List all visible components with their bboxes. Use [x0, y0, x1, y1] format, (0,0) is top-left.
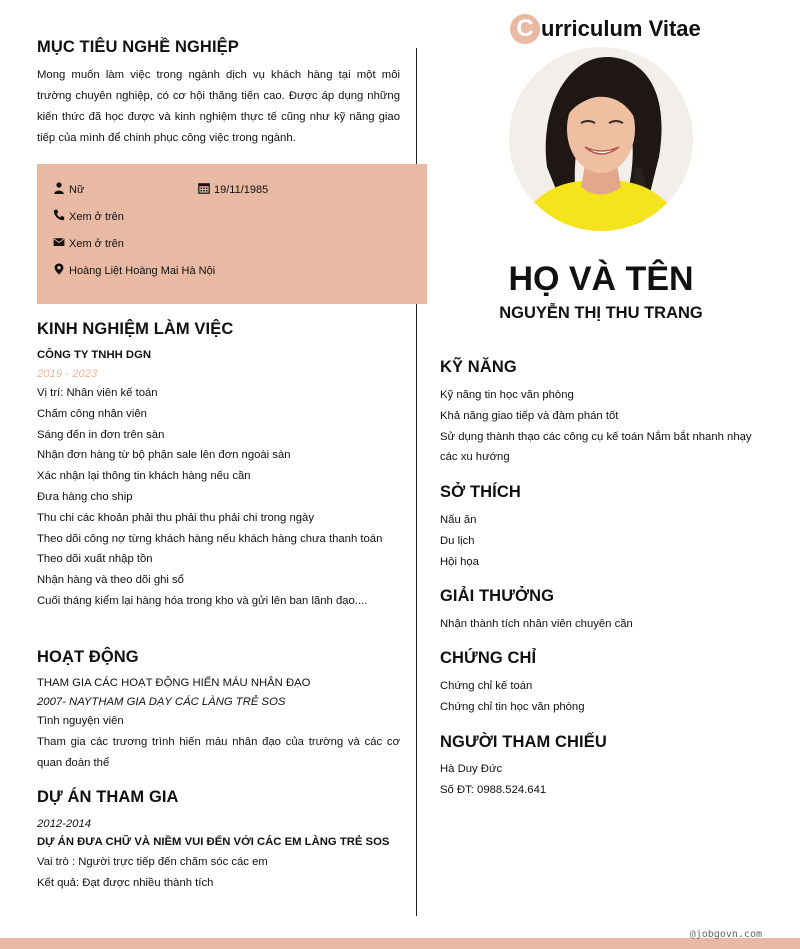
- project-result: Kết quả: Đạt được nhiều thành tích: [37, 877, 214, 889]
- footer-bar: [0, 938, 800, 949]
- list-item: Thu chi các khoản phải thu phải thu phải chi trong ngày: [37, 511, 314, 524]
- references-heading: NGƯỜI THAM CHIẾU: [440, 733, 607, 751]
- list-item: Hà Duy Đức: [440, 763, 503, 775]
- awards-heading: GIẢI THƯỞNG: [440, 587, 555, 605]
- full-name: NGUYỄN THỊ THU TRANG: [499, 304, 703, 322]
- list-item: Cuối tháng kiểm lại hàng hóa trong kho và gửi lên ban lãnh đạo....: [37, 594, 368, 607]
- career-objective-heading: MỤC TIÊU NGHỀ NGHIỆP: [37, 38, 239, 56]
- list-item: Số ĐT: 0988.524.641: [440, 783, 547, 796]
- activity-description: Tham gia các trương trình hiến máu nhân đạo của trường và các cơ quan đoàn thể: [37, 736, 400, 769]
- activity-period: 2007- NAYTHAM GIA DẠY CÁC LÀNG TRẺ SOS: [37, 696, 286, 708]
- experience-period: 2019 - 2023: [37, 368, 98, 380]
- list-item: Vị trí: Nhân viên kế toán: [37, 387, 158, 399]
- projects-heading: DỰ ÁN THAM GIA: [37, 788, 179, 806]
- profile-photo: [509, 47, 693, 231]
- list-item: Xác nhận lại thông tin khách hàng nếu cần: [37, 470, 251, 483]
- list-item: Du lịch: [440, 534, 475, 547]
- company-name: CÔNG TY TNHH DGN: [37, 349, 152, 361]
- awards-list: [440, 614, 770, 635]
- skills-list: [440, 385, 770, 468]
- gender-item: [53, 182, 84, 197]
- phone-item: [53, 209, 124, 224]
- list-item: Theo dõi xuất nhập tồn: [37, 553, 153, 566]
- name-label: HỌ VÀ TÊN: [508, 260, 694, 298]
- email-item: [53, 236, 124, 251]
- birthday-value: 19/11/1985: [214, 183, 269, 196]
- contact-box: [37, 164, 427, 304]
- mail-icon: [53, 236, 69, 251]
- experience-heading: KINH NGHIỆM LÀM VIỆC: [37, 320, 234, 338]
- list-item: Chấm công nhân viên: [37, 407, 147, 420]
- location-pin-icon: [53, 263, 69, 278]
- list-item: Sử dụng thành thạo các công cụ kế toán Nắm bắt nhanh nhạy: [440, 430, 752, 443]
- list-item: các xu hướng: [440, 451, 510, 464]
- list-item: Nhận hàng và theo dõi ghi sổ: [37, 574, 184, 587]
- list-item: Nhận đơn hàng từ bộ phận sale lên đơn ngoài sàn: [37, 449, 291, 462]
- birthday-item: [198, 182, 268, 197]
- cv-title: [510, 14, 701, 44]
- experience-list: [37, 383, 400, 612]
- calendar-icon: [198, 182, 214, 197]
- list-item: Chứng chỉ tin học văn phòng: [440, 700, 585, 713]
- hobbies-heading: SỞ THÍCH: [440, 483, 521, 501]
- email-value: Xem ở trên: [69, 237, 124, 250]
- references-list: [440, 759, 770, 801]
- career-objective-text: Mong muốn làm việc trong ngành dịch vụ khách hàng tại một môi trường chuyên nghiệp, có cơ hội thăng tiến cao. Được áp dụng những kiến thức đã học được và kinh nghiệm thực tế cũng như kỹ năng giao tiếp của mình để chinh phục công việc trong ngành.: [37, 69, 400, 144]
- activity-role: Tình nguyện viên: [37, 715, 124, 727]
- cv-title-text: urriculum Vitae: [541, 16, 701, 41]
- phone-value: Xem ở trên: [69, 210, 124, 223]
- watermark: @jobgovn.com: [689, 929, 762, 940]
- project-role: Vai trò : Người trực tiếp đến chăm sóc các em: [37, 856, 268, 868]
- list-item: Nhận thành tích nhân viên chuyên cần: [440, 618, 633, 630]
- activities-heading: HOẠT ĐỘNG: [37, 648, 139, 666]
- list-item: Khả năng giao tiếp và đàm phán tốt: [440, 409, 619, 422]
- list-item: Kỹ năng tin học văn phòng: [440, 389, 574, 401]
- address-value: Hoàng Liệt Hoàng Mai Hà Nội: [69, 264, 216, 277]
- cv-initial-badge: C: [510, 14, 540, 44]
- list-item: Đưa hàng cho ship: [37, 490, 133, 503]
- address-item: [53, 263, 215, 278]
- skills-heading: KỸ NĂNG: [440, 358, 517, 376]
- list-item: Sáng đến in đơn trên sàn: [37, 428, 165, 441]
- list-item: Nấu ăn: [440, 514, 477, 526]
- certificates-heading: CHỨNG CHỈ: [440, 649, 537, 667]
- hobbies-list: [440, 510, 770, 572]
- activity-title: THAM GIA CÁC HOẠT ĐỘNG HIẾN MÁU NHÂN ĐẠO: [37, 677, 311, 689]
- gender-value: Nữ: [69, 183, 85, 196]
- person-icon: [53, 182, 69, 197]
- list-item: Theo dõi công nợ từng khách hàng nếu khách hàng chưa thanh toán: [37, 532, 383, 545]
- phone-icon: [53, 209, 69, 224]
- certificates-list: [440, 676, 770, 718]
- list-item: Hội họa: [440, 555, 479, 568]
- project-title: DỰ ÁN ĐƯA CHỮ VÀ NIỀM VUI ĐẾN VỚI CÁC EM LÀNG TRẺ SOS: [37, 836, 390, 848]
- project-period: 2012-2014: [37, 818, 92, 830]
- list-item: Chứng chỉ kế toán: [440, 680, 533, 692]
